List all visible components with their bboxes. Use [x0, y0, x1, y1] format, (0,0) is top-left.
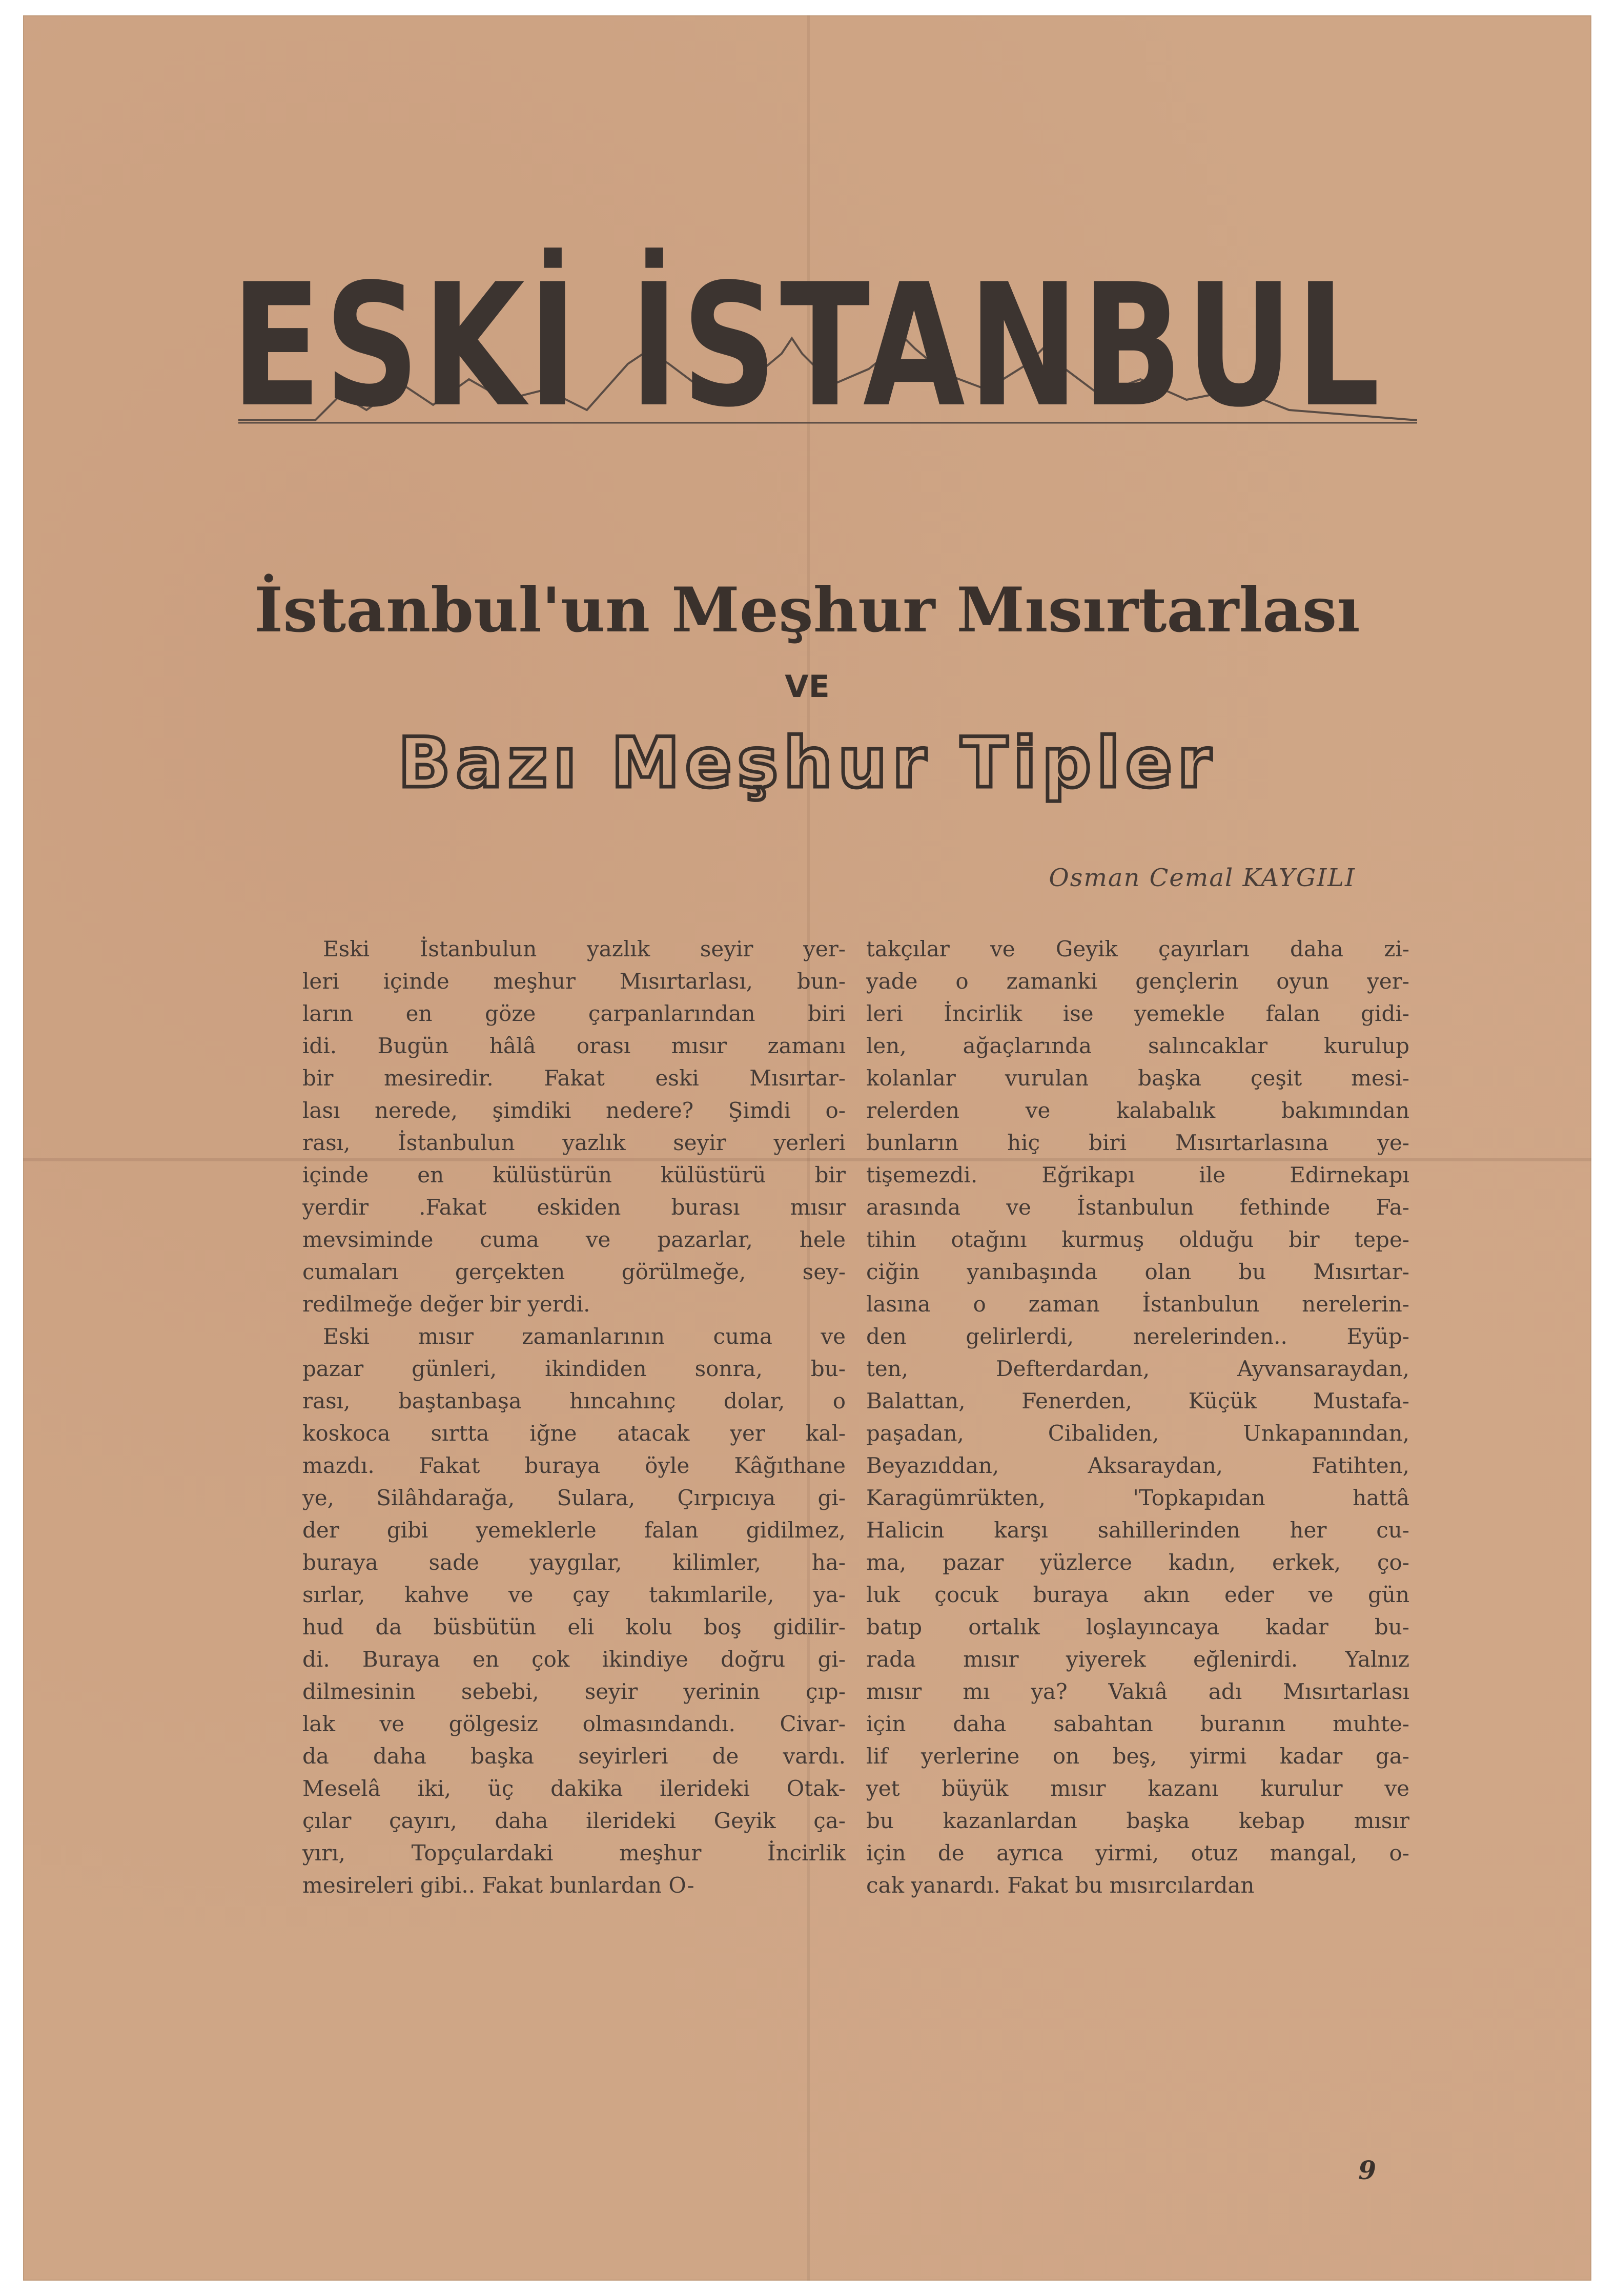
text-line: cak yanardı. Fakat bu mısırcılardan	[866, 1873, 1255, 1898]
text-line: içinde en külüstürün külüstürü bir	[302, 1162, 846, 1187]
text-line: pazar günleri, ikindiden sonra, bu-	[302, 1356, 846, 1381]
text-line: ciğin yanıbaşında olan bu Mısırtar-	[866, 1259, 1409, 1284]
text-line: hud da büsbütün eli kolu boş gidilir-	[302, 1614, 846, 1639]
text-line: yet büyük mısır kazanı kurulur ve	[866, 1776, 1409, 1801]
text-line: lif yerlerine on beş, yirmi kadar ga-	[866, 1744, 1409, 1769]
article-column-right	[866, 933, 1409, 1901]
masthead-title: ESKİ İSTANBUL	[231, 248, 1383, 444]
text-line: redilmeğe değer bir yerdi.	[302, 1292, 590, 1317]
magazine-page	[23, 15, 1591, 2281]
article-title-conjunction: VE	[785, 669, 830, 705]
text-line: bunların hiç biri Mısırtarlasına ye-	[866, 1130, 1409, 1155]
text-line: tihin otağını kurmuş olduğu bir tepe-	[866, 1227, 1409, 1252]
text-line: mesireleri gibi.. Fakat bunlardan O-	[302, 1873, 694, 1898]
text-line: den gelirlerdi, nerelerinden.. Eyüp-	[866, 1324, 1409, 1349]
text-line: sırlar, kahve ve çay takımlarile, ya-	[302, 1582, 846, 1607]
text-line: paşadan, Cibaliden, Unkapanından,	[866, 1421, 1409, 1446]
text-line: luk çocuk buraya akın eder ve gün	[866, 1582, 1409, 1607]
text-line: tişemezdi. Eğrikapı ile Edirnekapı	[866, 1162, 1409, 1187]
text-line: lak ve gölgesiz olmasındandı. Civar-	[302, 1711, 846, 1736]
text-line: koskoca sırtta iğne atacak yer kal-	[302, 1421, 846, 1446]
text-line: batıp ortalık loşlayıncaya kadar bu-	[866, 1614, 1409, 1639]
article-title-line2: Bazı Meşhur Tipler	[398, 723, 1217, 803]
text-line: leri içinde meşhur Mısırtarlası, bun-	[302, 969, 846, 994]
text-line: ye, Silâhdarağa, Sulara, Çırpıcıya gi-	[302, 1485, 846, 1510]
text-line: dilmesinin sebebi, seyir yerinin çıp-	[302, 1679, 846, 1704]
text-line: arasında ve İstanbulun fethinde Fa-	[866, 1195, 1409, 1220]
text-line: buraya sade yaygılar, kilimler, ha-	[302, 1550, 846, 1575]
text-line: çılar çayırı, daha ilerideki Geyik ça-	[302, 1808, 846, 1833]
page-number: 9	[1358, 2155, 1376, 2185]
text-line: lası nerede, şimdiki nedere? Şimdi o-	[302, 1098, 846, 1123]
article-title-line1: İstanbul'un Meşhur Mısırtarlası	[254, 574, 1360, 646]
text-line: ma, pazar yüzlerce kadın, erkek, ço-	[866, 1550, 1409, 1575]
text-line: lasına o zaman İstanbulun nerelerin-	[866, 1292, 1409, 1317]
text-line: yade o zamanki gençlerin oyun yer-	[866, 969, 1409, 994]
text-line: yerdir .Fakat eskiden burası mısır	[302, 1195, 846, 1220]
text-line: Eski İstanbulun yazlık seyir yer-	[323, 936, 846, 961]
text-line: leri İncirlik ise yemekle falan gidi-	[866, 1001, 1409, 1026]
text-line: rada mısır yiyerek eğlenirdi. Yalnız	[866, 1647, 1409, 1672]
text-line: bu kazanlardan başka kebap mısır	[866, 1808, 1409, 1833]
text-line: rası, İstanbulun yazlık seyir yerleri	[302, 1130, 846, 1155]
text-line: Karagümrükten, 'Topkapıdan hattâ	[866, 1485, 1409, 1510]
text-line: ten, Defterdardan, Ayvansaraydan,	[866, 1356, 1409, 1381]
text-line: takçılar ve Geyik çayırları daha zi-	[866, 936, 1409, 961]
text-line: Beyazıddan, Aksaraydan, Fatihten,	[866, 1453, 1409, 1478]
text-line: kolanlar vurulan başka çeşit mesi-	[866, 1065, 1409, 1091]
text-line: da daha başka seyirleri de vardı.	[302, 1744, 846, 1769]
text-line: relerden ve kalabalık bakımından	[866, 1098, 1409, 1123]
masthead	[23, 248, 1591, 444]
text-line: mevsiminde cuma ve pazarlar, hele	[302, 1227, 846, 1252]
text-line: cumaları gerçekten görülmeğe, sey-	[302, 1259, 846, 1284]
text-line: mısır mı ya? Vakıâ adı Mısırtarlası	[866, 1679, 1409, 1704]
text-line: Balattan, Fenerden, Küçük Mustafa-	[866, 1388, 1409, 1413]
text-line: ların en göze çarpanlarından biri	[302, 1001, 846, 1026]
text-line: için de ayrıca yirmi, otuz mangal, o-	[866, 1840, 1409, 1865]
text-line: Eski mısır zamanlarının cuma ve	[323, 1324, 846, 1349]
text-line: yırı, Topçulardaki meşhur İncirlik	[302, 1840, 846, 1865]
text-line: için daha sabahtan buranın muhte-	[866, 1711, 1409, 1736]
article-column-left	[302, 933, 846, 1901]
text-line: di. Buraya en çok ikindiye doğru gi-	[302, 1647, 846, 1672]
text-line: Meselâ iki, üç dakika ilerideki Otak-	[302, 1776, 846, 1801]
author-byline: Osman Cemal KAYGILI	[1049, 864, 1356, 892]
text-line: Halicin karşı sahillerinden her cu-	[866, 1518, 1409, 1543]
text-line: der gibi yemeklerle falan gidilmez,	[302, 1518, 846, 1543]
text-line: bir mesiredir. Fakat eski Mısırtar-	[302, 1065, 846, 1091]
text-line: rası, baştanbaşa hıncahınç dolar, o	[302, 1388, 846, 1413]
text-line: mazdı. Fakat buraya öyle Kâğıthane	[302, 1453, 846, 1478]
text-line: idi. Bugün hâlâ orası mısır zamanı	[302, 1033, 846, 1058]
text-line: len, ağaçlarında salıncaklar kurulup	[866, 1033, 1409, 1058]
